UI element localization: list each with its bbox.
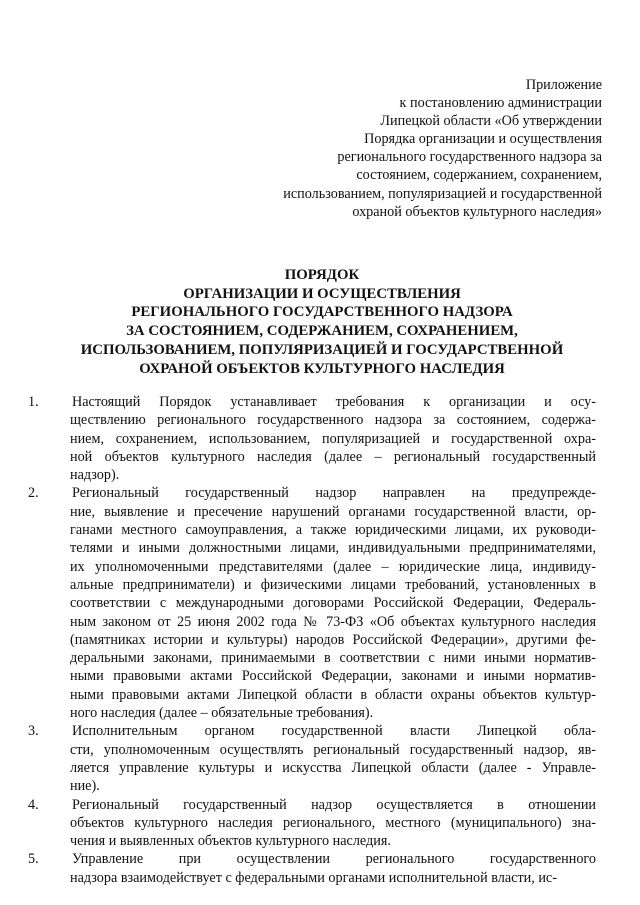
paragraph-text: Управление при осуществлении регионального государственного: [72, 851, 596, 868]
paragraph-line: ного наследия (далее – обязательные требования).: [70, 705, 374, 722]
paragraph-line: ние).: [70, 778, 100, 795]
document-title: [48, 266, 596, 378]
paragraph: [28, 722, 596, 795]
appendix-line: регионального государственного надзора за: [337, 149, 602, 166]
paragraph-text: Региональный государственный надзор направлен на предупрежде-: [72, 485, 596, 502]
paragraph: [28, 796, 596, 851]
document-body: [28, 393, 596, 887]
title-line: ИСПОЛЬЗОВАНИЕМ, ПОПУЛЯРИЗАЦИЕЙ И ГОСУДАРСТВЕННОЙ: [80, 341, 564, 358]
paragraph-text: Исполнительным органом государственной власти Липецкой обла-: [72, 723, 596, 740]
paragraph-line: объектов культурного наследия регионального, местного (муниципального) зна-: [70, 814, 596, 831]
title-line: ОРГАНИЗАЦИИ И ОСУЩЕСТВЛЕНИЯ: [183, 285, 461, 302]
paragraph: [28, 484, 596, 722]
paragraph-line: [0, 850, 596, 868]
paragraph-line: [0, 722, 596, 740]
paragraph-line: соответствии с международными договорами Российской Федерации, Федераль-: [70, 595, 596, 612]
paragraph-line: ганами местного самоуправления, а также юридическими лицами, их руководи-: [70, 522, 596, 539]
paragraph: [28, 850, 596, 887]
paragraph-line: деральными законами, принимаемыми в соответствии с ними иными норматив-: [70, 650, 596, 667]
paragraph-line: ными правовыми актами Российской Федерации, законами и иными норматив-: [70, 668, 596, 685]
paragraph: [28, 393, 596, 484]
paragraph-line: надзора взаимодействует с федеральными органами исполнительной власти, ис-: [70, 869, 557, 886]
title-line: ПОРЯДОК: [284, 267, 360, 283]
paragraph-line: телями и иными должностными лицами, индивидуальными предпринимателями,: [70, 540, 596, 557]
title-line: ОХРАНОЙ ОБЪЕКТОВ КУЛЬТУРНОГО НАСЛЕДИЯ: [139, 360, 505, 377]
title-line: РЕГИОНАЛЬНОГО ГОСУДАРСТВЕННОГО НАДЗОРА: [131, 304, 513, 321]
appendix-line: использованием, популяризацией и государственной: [283, 185, 602, 202]
paragraph-line: ние, выявление и пресечение нарушений органами государственной власти, ор-: [70, 503, 596, 520]
appendix-line: к постановлению администрации: [399, 95, 602, 112]
paragraph-number: 1.: [28, 394, 39, 410]
paragraph-line: [0, 796, 596, 814]
appendix-line: Приложение: [525, 77, 602, 93]
paragraph-line: (памятниках истории и культуры) народов Российской Федерации», другими фе-: [70, 631, 596, 648]
appendix-header: [242, 76, 602, 221]
paragraph-line: [0, 393, 596, 411]
paragraph-number: 5.: [28, 851, 39, 868]
paragraph-line: ной объектов культурного наследия (далее – региональный государственный: [70, 448, 596, 465]
appendix-line: охраной объектов культурного наследия»: [352, 203, 602, 220]
appendix-line: Липецкой области «Об утверждении: [380, 113, 602, 130]
title-line: ЗА СОСТОЯНИЕМ, СОДЕРЖАНИЕМ, СОХРАНЕНИЕМ,: [126, 323, 518, 340]
paragraph-text: Региональный государственный надзор осуществляется в отношении: [72, 796, 596, 813]
paragraph-line: ляется управление культуры и искусства Липецкой области (далее - Управле-: [70, 759, 596, 776]
paragraph-line: чения и выявленных объектов культурного наследия.: [70, 833, 391, 850]
paragraph-line: их уполномоченными представителями (далее – юридические лица, индивиду-: [70, 558, 596, 575]
paragraph-line: ществлению регионального государственного надзора за состоянием, содержа-: [70, 412, 596, 429]
appendix-line: Порядка организации и осуществления: [364, 131, 602, 148]
paragraph-line: ными правовыми актами Липецкой области в области охраны объектов культур-: [70, 686, 596, 703]
paragraph-line: сти, уполномоченным осуществлять региональный государственный надзор, яв-: [70, 741, 596, 758]
paragraph-line: нием, сохранением, использованием, популяризацией и государственной охра-: [70, 430, 596, 447]
paragraph-number: 3.: [28, 723, 39, 740]
appendix-line: состоянием, содержанием, сохранением,: [356, 167, 602, 184]
paragraph-line: надзор).: [70, 467, 120, 484]
paragraph-number: 2.: [28, 485, 39, 502]
paragraph-line: альные предприниматели) и физическими лицами требований, установленных в: [70, 576, 596, 593]
paragraph-number: 4.: [28, 796, 39, 813]
paragraph-line: [0, 484, 596, 502]
paragraph-text: Настоящий Порядок устанавливает требования к организации и осу-: [72, 394, 596, 410]
paragraph-line: ным законом от 25 июня 2002 года № 73-ФЗ «Об объектах культурного наследия: [70, 613, 596, 630]
